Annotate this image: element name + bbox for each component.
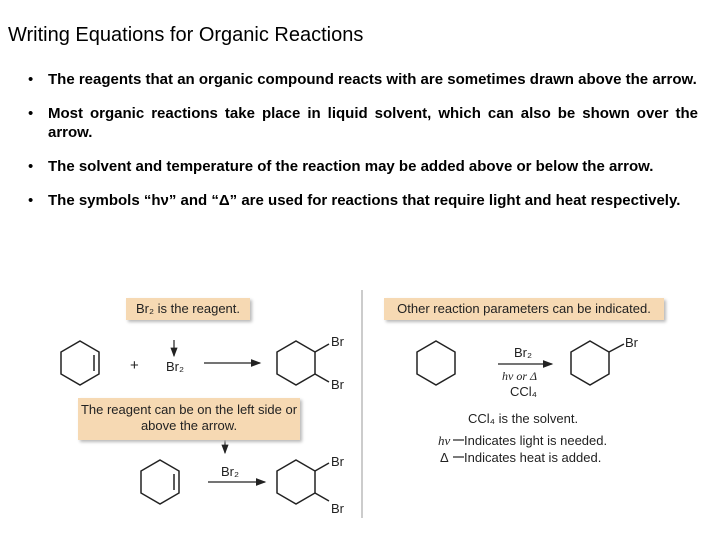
reagent-br2-label: Br₂	[221, 464, 240, 479]
bullet-list	[28, 70, 698, 225]
page-title: Writing Equations for Organic Reactions	[8, 24, 364, 46]
cyclohexene-molecule	[61, 341, 99, 385]
plus-sign: +	[130, 357, 139, 374]
legend-hv-symbol: hν	[438, 433, 451, 448]
bullet-dot-icon: •	[28, 71, 34, 88]
bullet-item	[28, 191, 698, 210]
dibromocyclohexane-molecule	[277, 341, 329, 385]
bullet-text-suffix: ” are used for reactions that require light and heat respectively.	[229, 192, 681, 209]
callout-params: Other reaction parameters can be indicated.	[384, 298, 664, 320]
bullet-item	[28, 104, 698, 142]
bullet-text: Most organic reactions take place in liquid solvent, which can also be shown over the arrow.	[48, 105, 698, 141]
callout-left-side: The reagent can be on the left side or above the arrow.	[78, 398, 300, 440]
callout-reagent: Br₂ is the reagent.	[126, 298, 250, 320]
legend-delta-text: Indicates heat is added.	[464, 450, 602, 465]
bullet-dot-icon: •	[28, 192, 34, 209]
bromocyclohexane-molecule	[571, 341, 624, 385]
solvent-note: CCl₄ is the solvent.	[468, 411, 579, 426]
bromine-label: Br	[331, 334, 344, 349]
bullet-item	[28, 70, 698, 89]
bullet-dot-icon: •	[28, 105, 34, 122]
bromine-label: Br	[331, 501, 344, 516]
hv-symbol: hν	[151, 192, 169, 209]
cyclohexene-molecule	[141, 460, 179, 504]
bullet-text-mid: ” and “	[168, 192, 219, 209]
delta-symbol: Δ	[218, 192, 230, 209]
bromine-label: Br	[331, 454, 344, 469]
bullet-item	[28, 157, 698, 176]
bullet-text: The reagents that an organic compound reacts with are sometimes drawn above the arrow.	[48, 71, 697, 88]
bromine-label: Br	[625, 335, 638, 350]
reaction-figure	[40, 288, 680, 528]
bromine-label: Br	[331, 377, 344, 392]
bullet-dot-icon: •	[28, 158, 34, 175]
legend-delta-symbol: Δ	[440, 450, 449, 465]
solvent-label: CCl₄	[510, 384, 537, 399]
dibromocyclohexane-molecule	[277, 460, 329, 504]
reagent-br2-label: Br₂	[166, 359, 185, 374]
legend-hv-text: Indicates light is needed.	[464, 433, 608, 448]
reagent-br2-label: Br₂	[514, 345, 533, 360]
conditions-label: hν or Δ	[502, 369, 538, 383]
bullet-text: The solvent and temperature of the reaction may be added above or below the arrow.	[48, 158, 654, 175]
bullet-text-prefix: The symbols “	[48, 192, 152, 209]
cyclohexane-molecule	[417, 341, 455, 385]
